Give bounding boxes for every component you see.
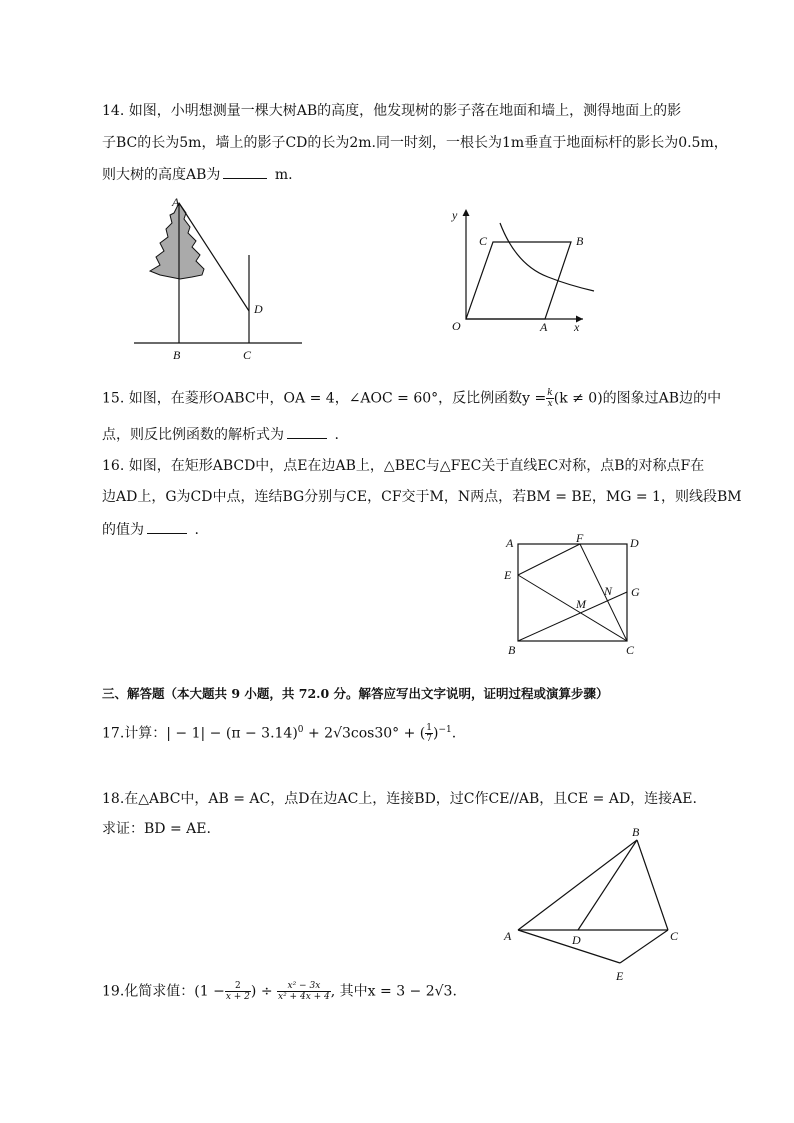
q15-text-d: .: [334, 427, 339, 443]
q16-text-b: .: [194, 522, 199, 538]
y-axis-arrow: [463, 209, 470, 216]
label-E: E: [616, 969, 624, 983]
q17-line: [102, 720, 456, 744]
q14-line2: 子BC的长为5m，墙上的影子CD的长为2m.同一时刻，一根长为1m垂直于地面标杆的影长为0.5m，: [102, 135, 728, 151]
label-B: B: [508, 643, 516, 657]
q15-figure: [448, 205, 598, 340]
label-N: N: [604, 584, 613, 598]
label-F: F: [576, 531, 584, 545]
q14-line3: [102, 164, 293, 185]
label-B: B: [576, 234, 584, 248]
q15-line1: [102, 388, 721, 409]
label-C: C: [243, 348, 252, 362]
label-E: E: [504, 568, 512, 582]
q19-fraction-1: [225, 981, 251, 1002]
label-B: B: [632, 825, 640, 839]
q19-text-a: 19.化简求值：(1 −: [102, 983, 225, 1000]
q17-text-b: + 2√3cos30° + (: [303, 725, 426, 742]
q14-line3-text: 则大树的高度AB为: [102, 167, 221, 183]
q16-text-a: 的值为: [102, 522, 144, 538]
q16-line2: 边AD上，G为CD中点，连结BG分别与CE，CF交于M，N两点，若BM = BE，MG = 1，则线段BM: [102, 489, 742, 505]
segment-BD: [578, 840, 637, 930]
label-A: A: [504, 929, 512, 943]
fraction-denominator: x + 2: [225, 992, 250, 1002]
fraction-numerator: x² − 3x: [277, 981, 331, 992]
label-C: C: [479, 234, 488, 248]
q15-text-b: (k ≠ 0)的图象过AB边的中: [553, 390, 722, 407]
q16-figure: [500, 530, 650, 660]
q17-text-c: ): [433, 725, 439, 742]
label-x: x: [574, 320, 580, 334]
q18-line2: 求证：BD = AE.: [102, 821, 211, 837]
q18-line1: 18.在△ABC中，AB = AC，点D在边AC上，连接BD，过C作CE//AB，且CE = AD，连接AE.: [102, 791, 697, 807]
q18-figure: [500, 822, 690, 987]
q17-exponent-0: 0: [297, 725, 304, 735]
q14-line1: 14. 如图，小明想测量一棵大树AB的高度，他发现树的影子落在地面和墙上，测得地面上的影: [102, 103, 682, 119]
tree-canopy: [150, 203, 204, 279]
q17-fraction: [425, 723, 433, 744]
label-M: M: [576, 597, 586, 611]
label-A: A: [506, 536, 514, 550]
label-D: D: [572, 933, 581, 947]
label-G: G: [631, 585, 640, 599]
segment-CE: [620, 930, 668, 963]
label-C: C: [626, 643, 635, 657]
fraction-numerator: 2: [225, 981, 251, 992]
segment-AB: [518, 840, 637, 930]
label-y: y: [452, 208, 458, 222]
q19-text-c: , 其中x = 3 − 2√3.: [330, 983, 457, 1000]
q15-fraction: [546, 388, 553, 409]
q17-exponent-neg1: −1: [438, 725, 452, 735]
answer-blank-q14[interactable]: [223, 164, 267, 179]
segment-BG: [518, 592, 627, 641]
label-C: C: [670, 929, 679, 943]
label-A: A: [172, 195, 180, 209]
rhombus-OABC: [466, 242, 571, 319]
q16-line1: 16. 如图，在矩形ABCD中，点E在边AB上，△BEC与△FEC关于直线EC对称，点B的对称点F在: [102, 458, 705, 474]
q14-figure: [130, 195, 310, 365]
q16-line3: [102, 519, 199, 540]
label-D: D: [254, 302, 263, 316]
label-A: A: [540, 320, 548, 334]
segment-AE: [518, 930, 620, 963]
fraction-numerator: 1: [426, 723, 432, 734]
segment-BC: [637, 840, 668, 930]
q15-text-a: 15. 如图，在菱形OABC中，OA = 4，∠AOC = 60°，反比例函数y =: [102, 390, 547, 407]
fraction-numerator: k: [547, 388, 553, 398]
q19-line: [102, 981, 457, 1002]
label-B: B: [173, 348, 181, 362]
fraction-denominator: x: [547, 399, 553, 409]
q14-unit: m.: [274, 167, 293, 183]
fraction-denominator: 7: [426, 734, 432, 745]
section3-header: 三、解答题（本大题共 9 小题，共 72.0 分。解答应写出文字说明，证明过程或演算步骤）: [102, 686, 609, 701]
q19-fraction-2: [277, 981, 331, 1002]
answer-blank-q15[interactable]: [287, 424, 327, 439]
label-O: O: [452, 319, 461, 333]
q19-text-b: ) ÷: [250, 983, 273, 1000]
q15-text-c: 点，则反比例函数的解析式为: [102, 427, 284, 443]
q17-text-a: 17.计算：| − 1| − (π − 3.14): [102, 725, 298, 742]
q17-text-d: .: [451, 725, 457, 742]
fraction-denominator: x² + 4x + 4: [278, 992, 330, 1002]
answer-blank-q16[interactable]: [147, 519, 187, 534]
label-D: D: [630, 536, 639, 550]
q15-line2: [102, 424, 339, 445]
segment-EF: [518, 544, 580, 575]
